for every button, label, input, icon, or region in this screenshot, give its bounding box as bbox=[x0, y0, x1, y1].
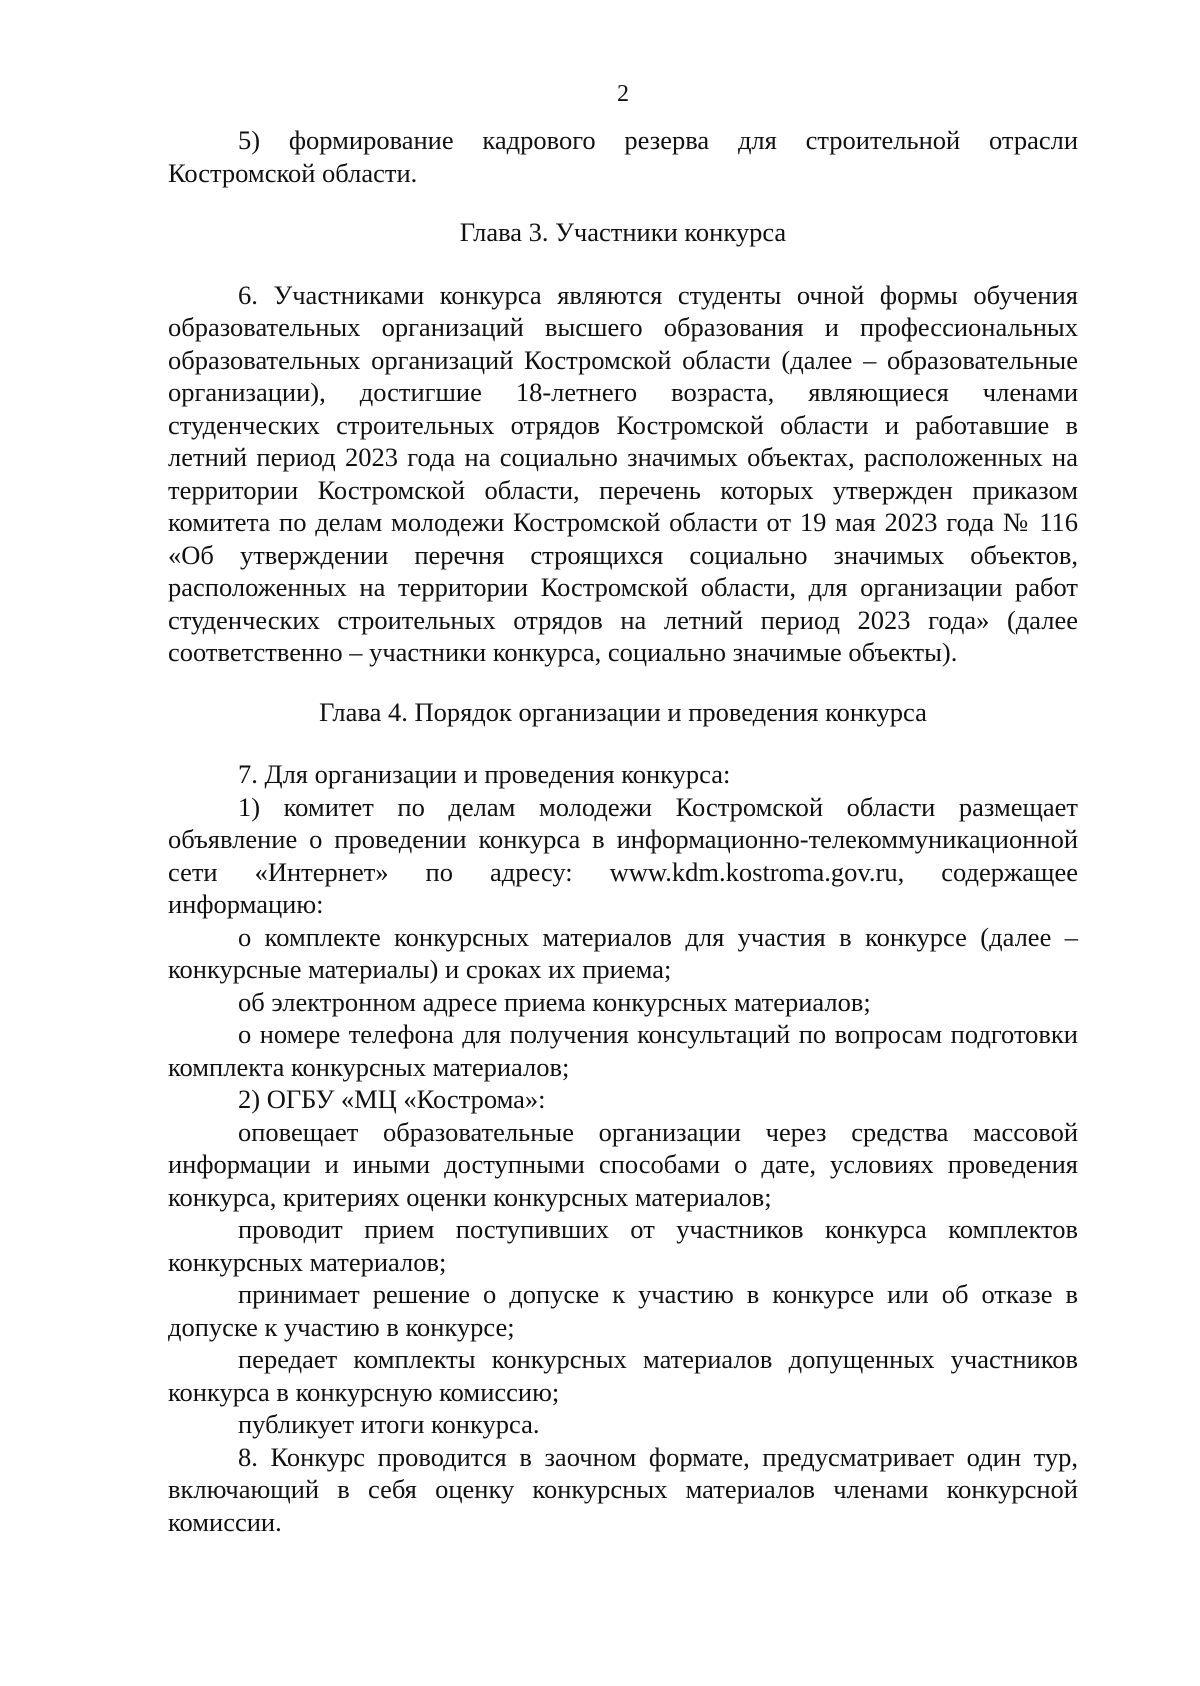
paragraph-7-1: 1) комитет по делам молодежи Костромской области размещает объявление о проведении конкурса в информационно-телекоммуникационной сети «Интернет» по адресу: www.kdm.kostroma.gov.ru, содержащее информацию: bbox=[168, 791, 1078, 919]
paragraph-7-2-a: оповещает образовательные организации через средства массовой информации и иными доступными способами о дате, условиях проведения конкурса, критериях оценки конкурсных материалов; bbox=[168, 1116, 1078, 1212]
paragraph-7-1-a: о комплекте конкурсных материалов для участия в конкурсе (далее – конкурсные материалы) и сроках их приема; bbox=[168, 921, 1078, 984]
paragraph-6: 6. Участниками конкурса являются студенты очной формы обучения образовательных организаций высшего образования и профессиональных образовательных организаций Костромской области (далее – образовательные организации), достигшие 18-летнего возраста, являющиеся членами студенческих строительных отрядов Костромской области и работавшие в летний период 2023 года на социально значимых объектах, расположенных на территории Костромской области, перечень которых утвержден приказом комитета по делам молодежи Костромской области от 19 мая 2023 года № 116 «Об утверждении перечня строящихся социально значимых объектов, расположенных на территории Костромской области, для организации работ студенческих строительных отрядов на летний период 2023 года» (далее соответственно – участники конкурса, социально значимые объекты). bbox=[168, 279, 1078, 667]
paragraph-7-2-b: проводит прием поступивших от участников конкурса комплектов конкурсных материалов; bbox=[168, 1214, 1078, 1277]
document-page bbox=[168, 82, 1078, 1538]
paragraph-7-2-c: принимает решение о допуске к участию в конкурсе или об отказе в допуске к участию в конкурсе; bbox=[168, 1279, 1078, 1342]
page-number: 2 bbox=[617, 81, 629, 107]
chapter-3-heading: Глава 3. Участники конкурса bbox=[459, 217, 787, 247]
chapter-4-heading: Глава 4. Порядок организации и проведения конкурса bbox=[319, 696, 927, 727]
paragraph-7-2-e: публикует итоги конкурса. bbox=[238, 1409, 540, 1439]
paragraph-7-1-c: о номере телефона для получения консультаций по вопросам подготовки комплекта конкурсных материалов; bbox=[168, 1019, 1078, 1082]
paragraph-7-1-b: об электронном адресе приема конкурсных материалов; bbox=[238, 986, 871, 1017]
paragraph-7: 7. Для организации и проведения конкурса: bbox=[238, 759, 731, 789]
paragraph-7-2-d: передает комплекты конкурсных материалов допущенных участников конкурса в конкурсную комиссию; bbox=[168, 1344, 1078, 1407]
paragraph-7-2: 2) ОГБУ «МЦ «Кострома»: bbox=[238, 1084, 546, 1114]
paragraph-8: 8. Конкурс проводится в заочном формате, предусматривает один тур, включающий в себя оценку конкурсных материалов членами конкурсной комиссии. bbox=[168, 1441, 1078, 1537]
paragraph-5: 5) формирование кадрового резерва для строительной отрасли Костромской области. bbox=[168, 125, 1078, 188]
